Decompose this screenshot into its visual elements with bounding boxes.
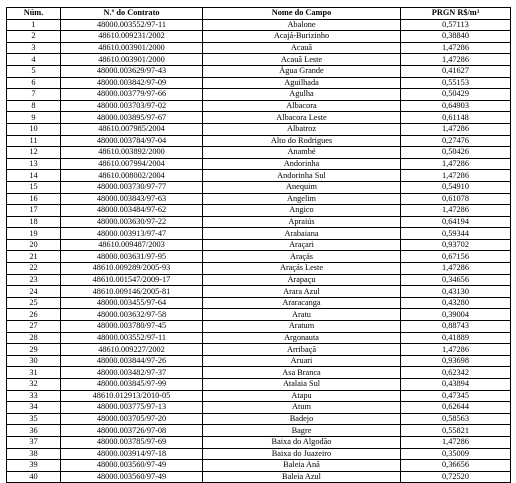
cell-contract: 48610.007994/2004	[61, 158, 203, 170]
cell-name: Albacora Leste	[203, 112, 401, 124]
table-row	[7, 321, 511, 333]
cell-contract: 48610.012913/2010-05	[61, 390, 203, 402]
cell-num: 9	[7, 112, 61, 124]
table-row	[7, 390, 511, 402]
cell-num: 12	[7, 147, 61, 159]
cell-pgrn: 0,57113	[401, 19, 511, 31]
table-row	[7, 263, 511, 275]
cell-num: 10	[7, 123, 61, 135]
cell-pgrn: 0,62342	[401, 367, 511, 379]
cell-contract: 48610.008002/2004	[61, 170, 203, 182]
cell-pgrn: 1,47286	[401, 263, 511, 275]
table-row	[7, 402, 511, 414]
table-row	[7, 31, 511, 43]
cell-contract: 48000.003726/97-08	[61, 425, 203, 437]
cell-pgrn: 1,47286	[401, 344, 511, 356]
cell-num: 26	[7, 309, 61, 321]
cell-name: Baixa do Juazeiro	[203, 448, 401, 460]
cell-contract: 48000.003560/97-49	[61, 471, 203, 483]
cell-pgrn: 0,58563	[401, 413, 511, 425]
cell-name: Acauã Leste	[203, 54, 401, 66]
cell-name: Aguilhada	[203, 77, 401, 89]
cell-num: 34	[7, 402, 61, 414]
cell-pgrn: 0,93702	[401, 239, 511, 251]
document-page	[6, 7, 510, 483]
cell-contract: 48000.003560/97-49	[61, 460, 203, 472]
table-row	[7, 413, 511, 425]
cell-name: Andorinha Sul	[203, 170, 401, 182]
fields-table	[6, 7, 511, 483]
cell-num: 37	[7, 436, 61, 448]
cell-pgrn: 0,36656	[401, 460, 511, 472]
cell-pgrn: 0,54910	[401, 181, 511, 193]
table-row	[7, 274, 511, 286]
cell-contract: 48000.003631/97-95	[61, 251, 203, 263]
cell-num: 14	[7, 170, 61, 182]
cell-contract: 48000.003895/97-67	[61, 112, 203, 124]
cell-pgrn: 0,43894	[401, 379, 511, 391]
cell-name: Agulha	[203, 89, 401, 101]
table-row	[7, 135, 511, 147]
cell-name: Angelim	[203, 193, 401, 205]
table-row	[7, 367, 511, 379]
cell-pgrn: 0,50429	[401, 89, 511, 101]
cell-pgrn: 0,38840	[401, 31, 511, 43]
cell-contract: 48000.003843/97-63	[61, 193, 203, 205]
table-row	[7, 89, 511, 101]
cell-pgrn: 1,47286	[401, 158, 511, 170]
cell-num: 31	[7, 367, 61, 379]
cell-contract: 48000.003784/97-04	[61, 135, 203, 147]
cell-name: Aratu	[203, 309, 401, 321]
cell-pgrn: 0,72520	[401, 471, 511, 483]
table-row	[7, 65, 511, 77]
cell-contract: 48610.009289/2005-93	[61, 263, 203, 275]
cell-contract: 48610.003901/2000	[61, 42, 203, 54]
header-name: Nome do Campo	[203, 8, 401, 20]
cell-name: Arapaçu	[203, 274, 401, 286]
table-row	[7, 448, 511, 460]
cell-contract: 48000.003775/97-13	[61, 402, 203, 414]
cell-pgrn: 0,67156	[401, 251, 511, 263]
cell-pgrn: 0,50426	[401, 147, 511, 159]
cell-name: Anambé	[203, 147, 401, 159]
cell-name: Araracanga	[203, 297, 401, 309]
table-row	[7, 309, 511, 321]
table-row	[7, 436, 511, 448]
cell-pgrn: 0,64194	[401, 216, 511, 228]
cell-contract: 48610.001547/2009-17	[61, 274, 203, 286]
cell-pgrn: 0,62644	[401, 402, 511, 414]
cell-num: 30	[7, 355, 61, 367]
cell-pgrn: 0,93698	[401, 355, 511, 367]
header-num: Núm.	[7, 8, 61, 20]
cell-pgrn: 0,64903	[401, 100, 511, 112]
cell-name: Albatroz	[203, 123, 401, 135]
cell-pgrn: 1,47286	[401, 205, 511, 217]
cell-name: Arabaiana	[203, 228, 401, 240]
header-contract: N.º do Contrato	[61, 8, 203, 20]
table-row	[7, 54, 511, 66]
cell-name: Alto do Rodrigues	[203, 135, 401, 147]
cell-name: Atalaia Sul	[203, 379, 401, 391]
cell-contract: 48000.003629/97-43	[61, 65, 203, 77]
cell-pgrn: 0,47345	[401, 390, 511, 402]
cell-name: Aruari	[203, 355, 401, 367]
cell-contract: 48000.003844/97-26	[61, 355, 203, 367]
cell-name: Arara Azul	[203, 286, 401, 298]
cell-contract: 48000.003779/97-66	[61, 89, 203, 101]
cell-pgrn: 0,34656	[401, 274, 511, 286]
cell-contract: 48610.003901/2000	[61, 54, 203, 66]
cell-num: 25	[7, 297, 61, 309]
cell-contract: 48000.003705/97-20	[61, 413, 203, 425]
cell-num: 38	[7, 448, 61, 460]
cell-pgrn: 0,61078	[401, 193, 511, 205]
cell-num: 28	[7, 332, 61, 344]
cell-num: 35	[7, 413, 61, 425]
cell-num: 21	[7, 251, 61, 263]
cell-num: 23	[7, 274, 61, 286]
cell-num: 3	[7, 42, 61, 54]
cell-contract: 48000.003780/97-45	[61, 321, 203, 333]
cell-name: Atum	[203, 402, 401, 414]
table-row	[7, 471, 511, 483]
cell-num: 18	[7, 216, 61, 228]
cell-contract: 48610.009231/2002	[61, 31, 203, 43]
cell-name: Baixa do Algodão	[203, 436, 401, 448]
table-row	[7, 344, 511, 356]
cell-num: 39	[7, 460, 61, 472]
cell-name: Apraiús	[203, 216, 401, 228]
cell-pgrn: 0,59344	[401, 228, 511, 240]
cell-contract: 48000.003845/97-99	[61, 379, 203, 391]
table-row	[7, 170, 511, 182]
cell-name: Badejo	[203, 413, 401, 425]
cell-num: 20	[7, 239, 61, 251]
cell-pgrn: 0,88743	[401, 321, 511, 333]
cell-name: Andorinha	[203, 158, 401, 170]
cell-contract: 48000.003914/97-18	[61, 448, 203, 460]
cell-pgrn: 0,27476	[401, 135, 511, 147]
table-row	[7, 379, 511, 391]
cell-pgrn: 0,43280	[401, 297, 511, 309]
header-row	[7, 8, 511, 20]
table-row	[7, 228, 511, 240]
cell-name: Baleia Anã	[203, 460, 401, 472]
table-row	[7, 19, 511, 31]
cell-pgrn: 0,35009	[401, 448, 511, 460]
table-row	[7, 216, 511, 228]
cell-name: Acauã	[203, 42, 401, 54]
cell-name: Baleia Azul	[203, 471, 401, 483]
cell-pgrn: 0,41627	[401, 65, 511, 77]
cell-contract: 48610.003892/2000	[61, 147, 203, 159]
cell-contract: 48000.003785/97-69	[61, 436, 203, 448]
cell-pgrn: 0,61148	[401, 112, 511, 124]
cell-num: 27	[7, 321, 61, 333]
cell-num: 5	[7, 65, 61, 77]
header-pgrn: PRGN R$/m³	[401, 8, 511, 20]
cell-contract: 48000.003730/97-77	[61, 181, 203, 193]
cell-num: 2	[7, 31, 61, 43]
cell-contract: 48000.003630/97-22	[61, 216, 203, 228]
cell-pgrn: 1,47286	[401, 54, 511, 66]
cell-name: Araçari	[203, 239, 401, 251]
cell-name: Albacora	[203, 100, 401, 112]
cell-pgrn: 0,55821	[401, 425, 511, 437]
cell-contract: 48000.003552/97-11	[61, 332, 203, 344]
cell-num: 19	[7, 228, 61, 240]
cell-pgrn: 1,47286	[401, 42, 511, 54]
cell-contract: 48610.009227/2002	[61, 344, 203, 356]
table-row	[7, 251, 511, 263]
cell-contract: 48610.009487/2003	[61, 239, 203, 251]
cell-name: Argonauta	[203, 332, 401, 344]
cell-contract: 48000.003913/97-47	[61, 228, 203, 240]
cell-contract: 48610.007985/2004	[61, 123, 203, 135]
cell-name: Água Grande	[203, 65, 401, 77]
table-row	[7, 112, 511, 124]
cell-name: Araçás	[203, 251, 401, 263]
cell-name: Araçás Leste	[203, 263, 401, 275]
table-row	[7, 355, 511, 367]
cell-contract: 48000.003632/97-58	[61, 309, 203, 321]
cell-contract: 48610.009146/2005-81	[61, 286, 203, 298]
cell-name: Anequim	[203, 181, 401, 193]
cell-num: 11	[7, 135, 61, 147]
cell-name: Acajá-Burizinho	[203, 31, 401, 43]
table-row	[7, 193, 511, 205]
cell-pgrn: 0,55153	[401, 77, 511, 89]
cell-num: 15	[7, 181, 61, 193]
cell-num: 29	[7, 344, 61, 356]
cell-pgrn: 1,47286	[401, 170, 511, 182]
table-row	[7, 425, 511, 437]
table-row	[7, 239, 511, 251]
cell-pgrn: 0,41889	[401, 332, 511, 344]
cell-contract: 48000.003703/97-02	[61, 100, 203, 112]
cell-contract: 48000.003455/97-64	[61, 297, 203, 309]
cell-num: 40	[7, 471, 61, 483]
cell-name: Atapu	[203, 390, 401, 402]
table-header	[7, 8, 511, 20]
cell-num: 6	[7, 77, 61, 89]
table-row	[7, 77, 511, 89]
cell-name: Angico	[203, 205, 401, 217]
cell-pgrn: 0,39004	[401, 309, 511, 321]
table-row	[7, 205, 511, 217]
table-row	[7, 286, 511, 298]
table-row	[7, 460, 511, 472]
cell-pgrn: 1,47286	[401, 123, 511, 135]
cell-num: 4	[7, 54, 61, 66]
cell-pgrn: 0,43130	[401, 286, 511, 298]
cell-contract: 48000.003482/97-37	[61, 367, 203, 379]
table-row	[7, 332, 511, 344]
cell-contract: 48000.003842/97-09	[61, 77, 203, 89]
cell-num: 22	[7, 263, 61, 275]
cell-name: Bagre	[203, 425, 401, 437]
cell-num: 13	[7, 158, 61, 170]
cell-num: 32	[7, 379, 61, 391]
cell-name: Arribaçã	[203, 344, 401, 356]
cell-pgrn: 1,47286	[401, 436, 511, 448]
cell-num: 7	[7, 89, 61, 101]
cell-name: Aratum	[203, 321, 401, 333]
table-row	[7, 147, 511, 159]
table-body	[7, 19, 511, 483]
table-row	[7, 42, 511, 54]
cell-num: 36	[7, 425, 61, 437]
table-row	[7, 181, 511, 193]
table-row	[7, 158, 511, 170]
cell-num: 1	[7, 19, 61, 31]
cell-num: 24	[7, 286, 61, 298]
cell-contract: 48000.003552/97-11	[61, 19, 203, 31]
cell-num: 17	[7, 205, 61, 217]
cell-num: 16	[7, 193, 61, 205]
cell-num: 33	[7, 390, 61, 402]
table-row	[7, 297, 511, 309]
cell-name: Asa Branca	[203, 367, 401, 379]
table-row	[7, 123, 511, 135]
cell-name: Abalone	[203, 19, 401, 31]
cell-num: 8	[7, 100, 61, 112]
cell-contract: 48000.003484/97-62	[61, 205, 203, 217]
table-row	[7, 100, 511, 112]
